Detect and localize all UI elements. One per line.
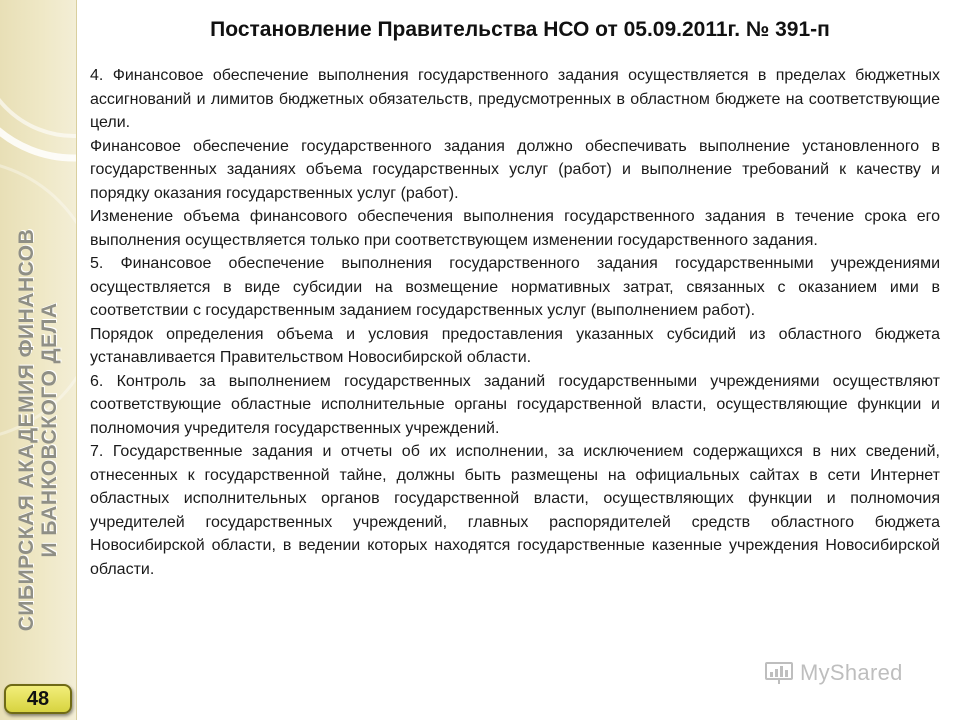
slide-title: Постановление Правительства НСО от 05.09.2011г. № 391-п <box>210 18 830 41</box>
paragraph: Порядок определения объема и условия предоставления указанных субсидий из областного бюджета устанавливается Правительством Новосибирской области. <box>90 325 940 366</box>
paragraph: 5. Финансовое обеспечение выполнения государственного задания государственными учреждениями осуществляется в виде субсидии на возмещение нормативных затрат, связанных с оказанием ими в соответствии с государственным заданием государственных услуг (выполнением работ). <box>90 255 940 319</box>
watermark <box>764 660 903 686</box>
document-body <box>90 64 940 581</box>
paragraph: Финансовое обеспечение государственного задания должно обеспечивать выполнение установленного в государственных заданиях объема государственных услуг (работ) и выполнение требований к качеству и порядку оказания государственных услуг (работ). <box>90 137 940 202</box>
paragraph: 7. Государственные задания и отчеты об их исполнении, за исключением содержащихся в них сведений, отнесенных к государственной тайне, должны быть размещены на официальных сайтах в сети Интернет областных исполнительных органов государственной власти, осуществляющих функции и полномочия учредителей государственных учреждений, главных распорядителей средств областного бюджета Новосибирской области, в ведении которых находятся государственные казенные учреждения Новосибирской области. <box>90 443 940 578</box>
page-number-badge <box>4 684 72 714</box>
academy-name-line1: СИБИРСКАЯ АКАДЕМИЯ ФИНАНСОВ <box>15 228 38 632</box>
presentation-chart-icon <box>764 661 794 685</box>
paragraph: 4. Финансовое обеспечение выполнения государственного задания осуществляется в пределах бюджетных ассигнований и лимитов бюджетных обязательств, предусмотренных в областном бюджете на соответствующие цели. <box>90 67 940 131</box>
paragraph: 6. Контроль за выполнением государственных заданий государственными учреждениями осуществляют соответствующие областные исполнительные органы государственной власти, осуществляющие функции и полномочия учредителя государственных учреждений. <box>90 372 940 437</box>
sidebar-band <box>0 0 77 720</box>
paragraph: Изменение объема финансового обеспечения выполнения государственного задания в течение срока его выполнения осуществляется только при соответствующем изменении государственного задания. <box>90 208 940 249</box>
watermark-text: MyShared <box>800 660 903 685</box>
academy-name <box>15 229 61 632</box>
academy-name-line2: И БАНКОВСКОГО ДЕЛА <box>38 302 61 558</box>
page-number: 48 <box>26 687 50 710</box>
